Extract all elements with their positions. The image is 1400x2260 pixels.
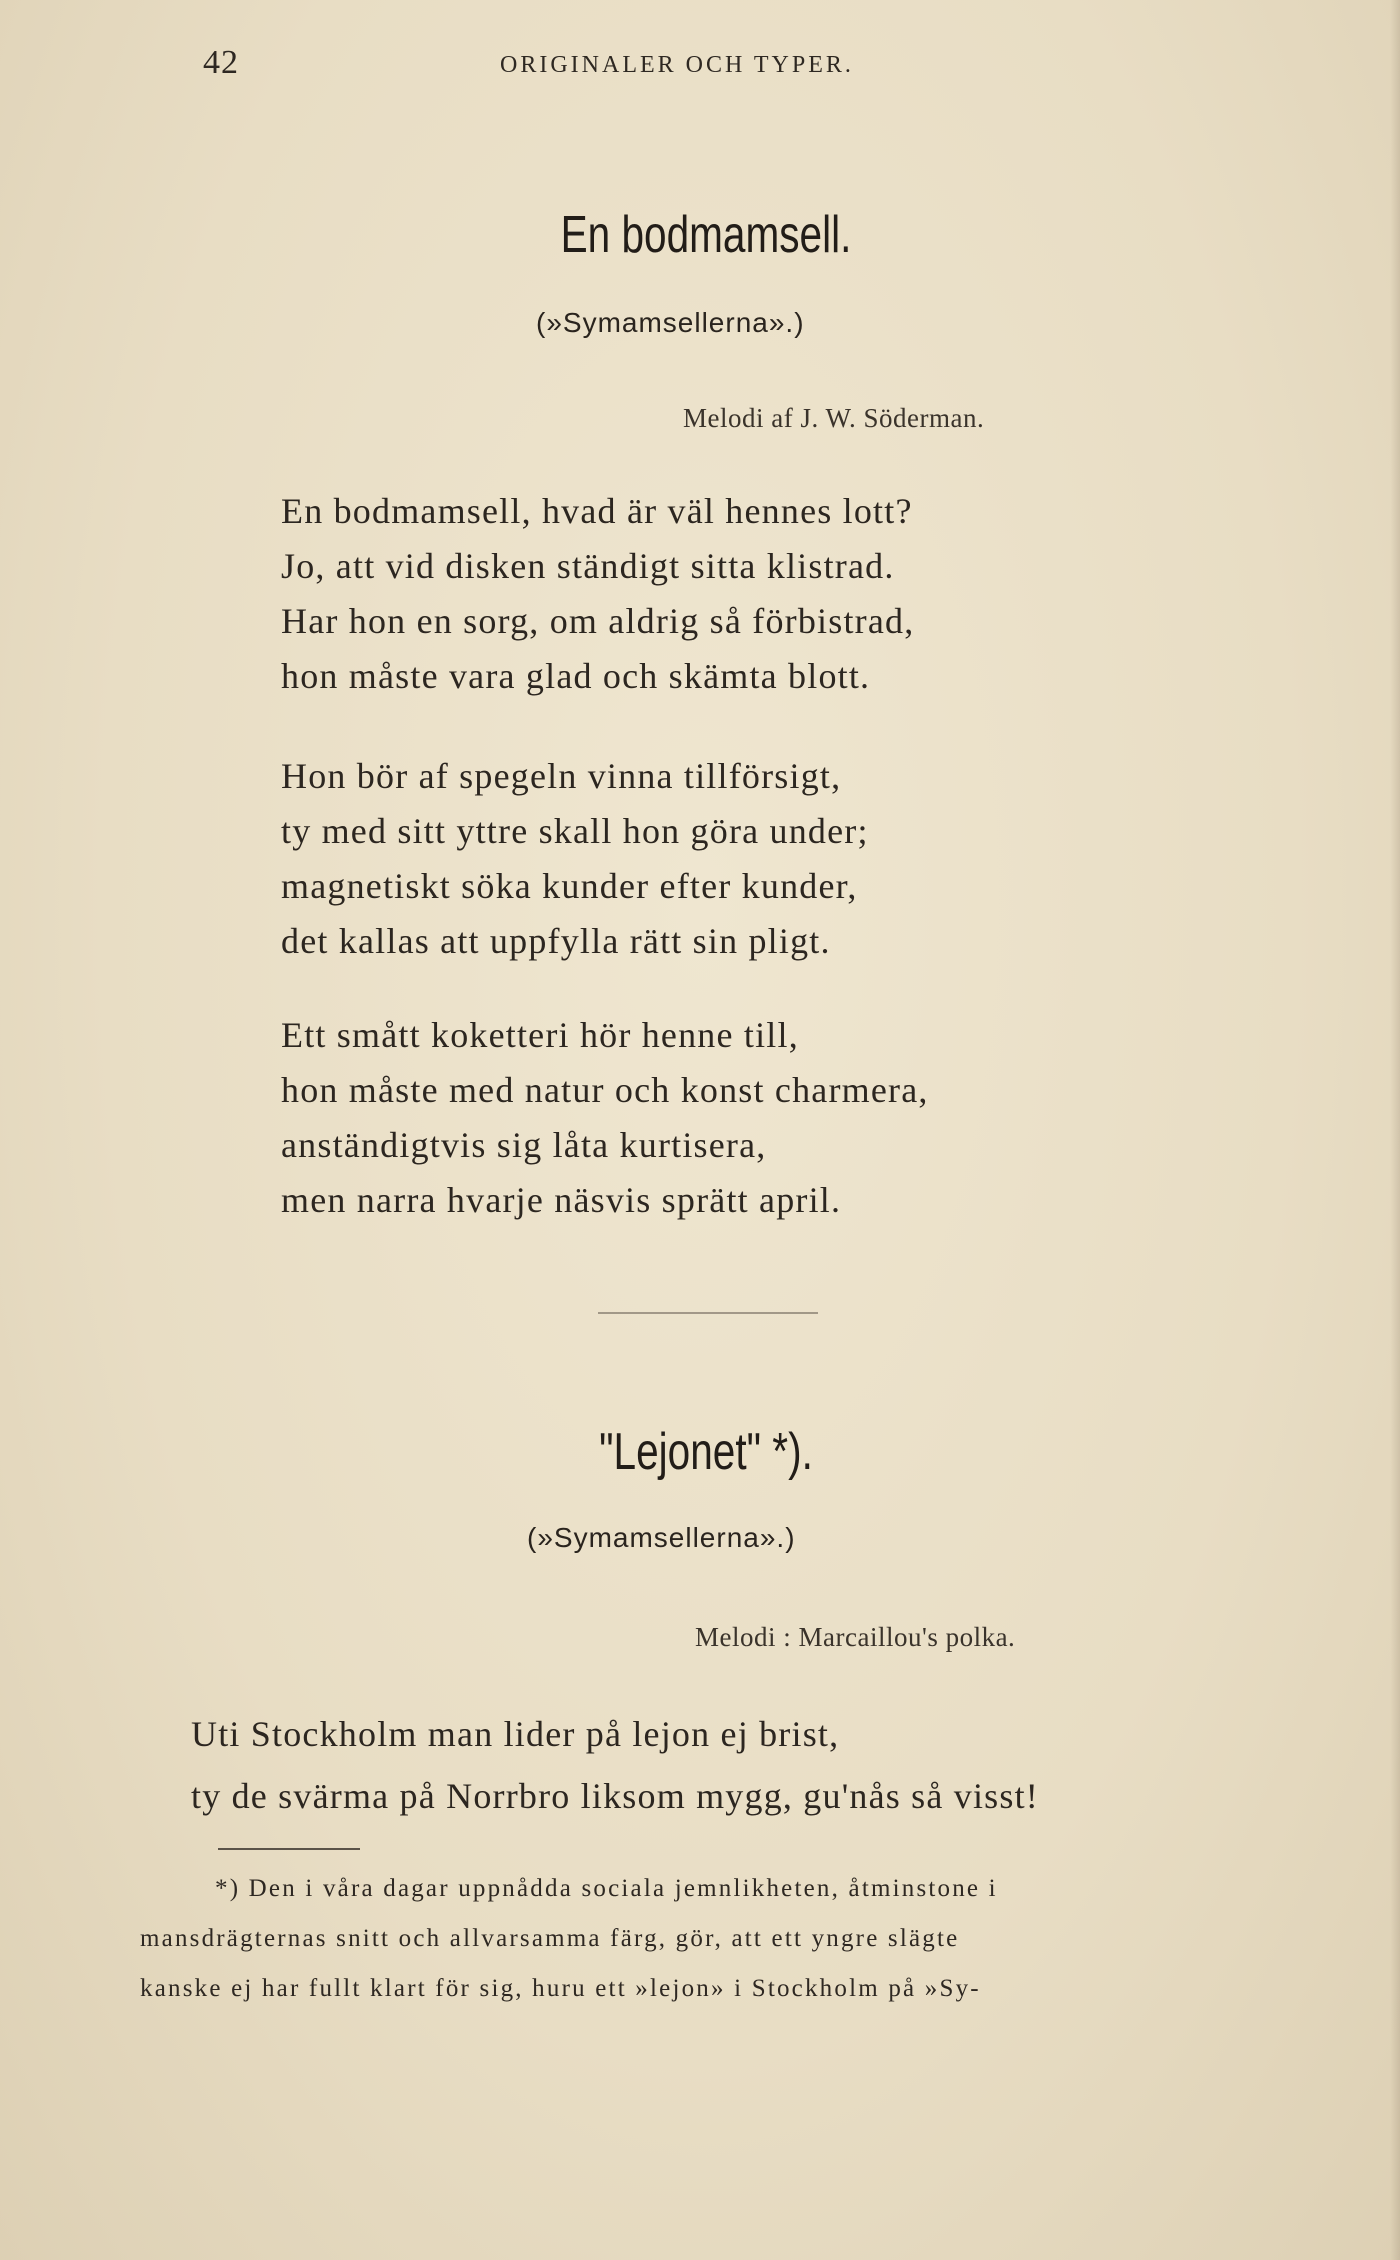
- verse-line: Ett smått koketteri hör henne till,: [281, 1015, 799, 1055]
- section-divider: [598, 1312, 818, 1314]
- melody-credit: Melodi : Marcaillou's polka.: [695, 1622, 1016, 1652]
- verse-line: hon måste vara glad och skämta blott.: [281, 656, 871, 696]
- song-source: (»Symamsellerna».): [536, 307, 805, 338]
- verse-line: En bodmamsell, hvad är väl hennes lott?: [281, 491, 913, 531]
- verse-line: magnetiskt söka kunder efter kunder,: [281, 866, 858, 906]
- running-head: ORIGINALER OCH TYPER.: [500, 52, 854, 78]
- verse-line: det kallas att uppfylla rätt sin pligt.: [281, 921, 831, 961]
- page-number: 42: [203, 44, 239, 81]
- verse-line: Hon bör af spegeln vinna tillförsigt,: [281, 756, 842, 796]
- melody-credit: Melodi af J. W. Söderman.: [683, 403, 985, 433]
- verse-line: Har hon en sorg, om aldrig så förbistrad,: [281, 601, 915, 641]
- verse-line: Uti Stockholm man lider på lejon ej brist,: [191, 1714, 840, 1754]
- verse-line: ty med sitt yttre skall hon göra under;: [281, 811, 869, 851]
- footnote-line: *) Den i våra dagar uppnådda sociala jemnlikheten, åtminstone i: [215, 1875, 998, 1902]
- verse-line: men narra hvarje näsvis sprätt april.: [281, 1180, 842, 1220]
- song-source: (»Symamsellerna».): [527, 1522, 796, 1553]
- footnote-rule: [218, 1848, 360, 1850]
- verse-line: hon måste med natur och konst charmera,: [281, 1070, 929, 1110]
- song-title: "Lejonet" *).: [599, 1423, 813, 1481]
- verse-line: Jo, att vid disken ständigt sitta klistrad.: [281, 546, 895, 586]
- song-title: En bodmamsell.: [560, 206, 852, 264]
- footnote-line: kanske ej har fullt klart för sig, huru ett »lejon» i Stockholm på »Sy-: [140, 1975, 981, 2002]
- footnote-line: mansdrägternas snitt och allvarsamma färg, gör, att ett yngre slägte: [140, 1925, 960, 1952]
- verse-line: ty de svärma på Norrbro liksom mygg, gu'nås så visst!: [191, 1776, 1039, 1816]
- verse-line: anständigtvis sig låta kurtisera,: [281, 1125, 767, 1165]
- page-spine-shadow: [1390, 0, 1400, 2260]
